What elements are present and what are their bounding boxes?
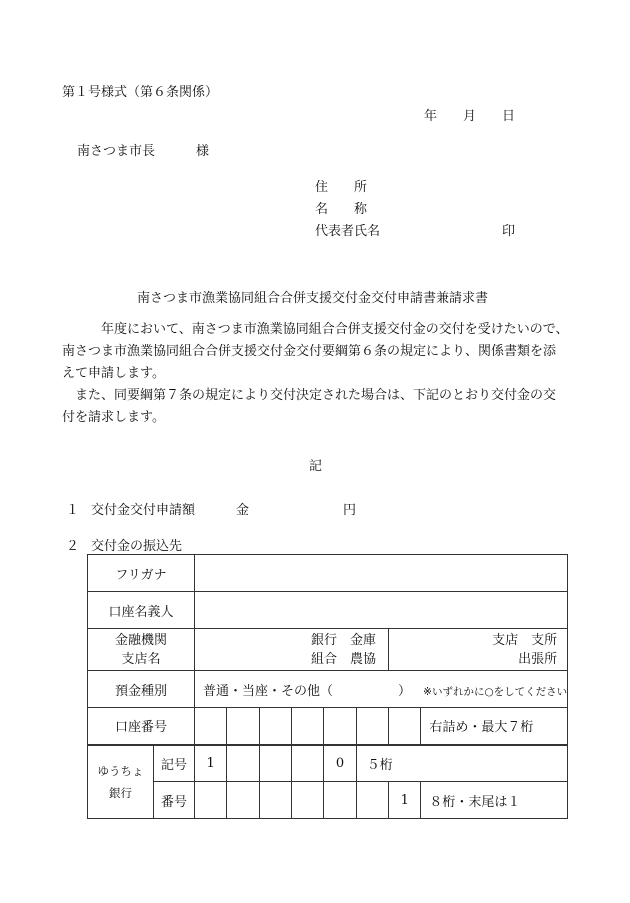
seal-mark: 印 — [502, 224, 516, 239]
item1-yen: 円 — [343, 503, 357, 518]
holder-field[interactable] — [195, 592, 568, 629]
deposit-row — [88, 671, 568, 708]
representative-label: 代表者氏名 — [315, 224, 381, 239]
bank-row — [88, 629, 568, 671]
furigana-label: フリガナ — [88, 555, 195, 592]
yucho-label — [88, 745, 154, 819]
bango-digit-cell[interactable] — [227, 782, 259, 819]
bango-note: ８桁・末尾は１ — [421, 782, 568, 819]
yucho-bango-row — [88, 782, 568, 819]
bank-type-options-2: 組合 農協 — [311, 651, 377, 667]
item1-kin: 金 — [236, 503, 250, 518]
deposit-type-label: 預金種別 — [88, 671, 195, 708]
account-row — [88, 708, 568, 745]
deposit-note: ※いずれかに○をしてください — [423, 685, 568, 698]
item1-number: １ — [66, 503, 80, 518]
bank-label-line2: 支店名 — [121, 651, 161, 667]
address-label: 住 所 — [315, 180, 368, 195]
bank-name-field[interactable] — [195, 629, 389, 671]
bank-type-options: 銀行 金庫 — [311, 632, 377, 648]
bango-digit-cell[interactable] — [259, 782, 291, 819]
account-digit-cell[interactable] — [259, 708, 291, 745]
kigo-note: ５桁 — [356, 745, 567, 782]
account-digit-cell[interactable] — [356, 708, 388, 745]
addressee-name: 南さつま市長 — [77, 144, 156, 159]
ki-heading: 記 — [309, 459, 323, 474]
account-number-label: 口座番号 — [88, 708, 195, 745]
branch-field[interactable] — [389, 629, 568, 671]
kigo-label: 記号 — [154, 745, 195, 782]
deposit-type-field[interactable] — [195, 671, 568, 708]
account-digit-cell[interactable] — [324, 708, 356, 745]
yucho-kigo-row — [88, 745, 568, 782]
kigo-digit-zero: 0 — [324, 745, 356, 782]
bango-digit-last: 1 — [389, 782, 421, 819]
bango-label: 番号 — [154, 782, 195, 819]
bank-label — [88, 629, 195, 671]
account-digit-cell[interactable] — [227, 708, 259, 745]
bango-digit-cell[interactable] — [356, 782, 388, 819]
document-title: 南さつま市漁業協同組合合併支援交付金交付申請書兼請求書 — [137, 291, 489, 306]
account-digit-cell[interactable] — [389, 708, 421, 745]
name-label: 名 称 — [315, 202, 368, 217]
account-digit-cell[interactable] — [292, 708, 324, 745]
yucho-label-line2: 銀行 — [109, 785, 132, 800]
bank-label-line1: 金融機関 — [114, 632, 167, 648]
item2-label: 交付金の振込先 — [91, 539, 183, 554]
body-line: 南さつま市漁業協同組合合併支援交付金交付要綱第６条の規定により、関係書類を添 — [62, 344, 557, 359]
bango-digit-cell[interactable] — [195, 782, 227, 819]
branch-type-options: 支店 支所 — [492, 632, 558, 648]
furigana-row — [88, 555, 568, 592]
body-paragraph-1 — [62, 319, 582, 385]
kigo-digit-cell[interactable] — [227, 745, 259, 782]
holder-label: 口座名義人 — [88, 592, 195, 629]
account-note: 右詰め・最大７桁 — [421, 708, 568, 745]
form-number: 第１号様式（第６条関係） — [62, 85, 219, 100]
transfer-table — [87, 554, 568, 819]
account-digit-cell[interactable] — [195, 708, 227, 745]
date-month: 月 — [463, 109, 477, 124]
body-line: また、同要綱第７条の規定により交付決定された場合は、下記のとおり交付金の交 — [75, 388, 557, 403]
body-line: 年度において、南さつま市漁業協同組合合併支援交付金の交付を受けたいので、 — [101, 322, 569, 337]
body-line: えて申請します。 — [62, 366, 165, 381]
item1-label: 交付金交付申請額 — [91, 503, 196, 518]
addressee-honorific: 様 — [196, 144, 210, 159]
item2-number: ２ — [66, 539, 80, 554]
date-year: 年 — [424, 109, 438, 124]
kigo-digit-cell[interactable] — [292, 745, 324, 782]
holder-row — [88, 592, 568, 629]
yucho-label-line1: ゆうちょ — [97, 763, 144, 778]
bango-digit-cell[interactable] — [292, 782, 324, 819]
body-paragraph-2 — [62, 385, 582, 429]
furigana-field[interactable] — [195, 555, 568, 592]
body-line: 付を請求します。 — [62, 410, 165, 425]
branch-type-options-2: 出張所 — [518, 651, 558, 667]
date-day: 日 — [502, 109, 516, 124]
bango-digit-cell[interactable] — [324, 782, 356, 819]
kigo-digit-cell[interactable] — [259, 745, 291, 782]
kigo-digit-1: 1 — [195, 745, 227, 782]
deposit-options: 普通・当座・その他（ ） — [203, 683, 412, 699]
